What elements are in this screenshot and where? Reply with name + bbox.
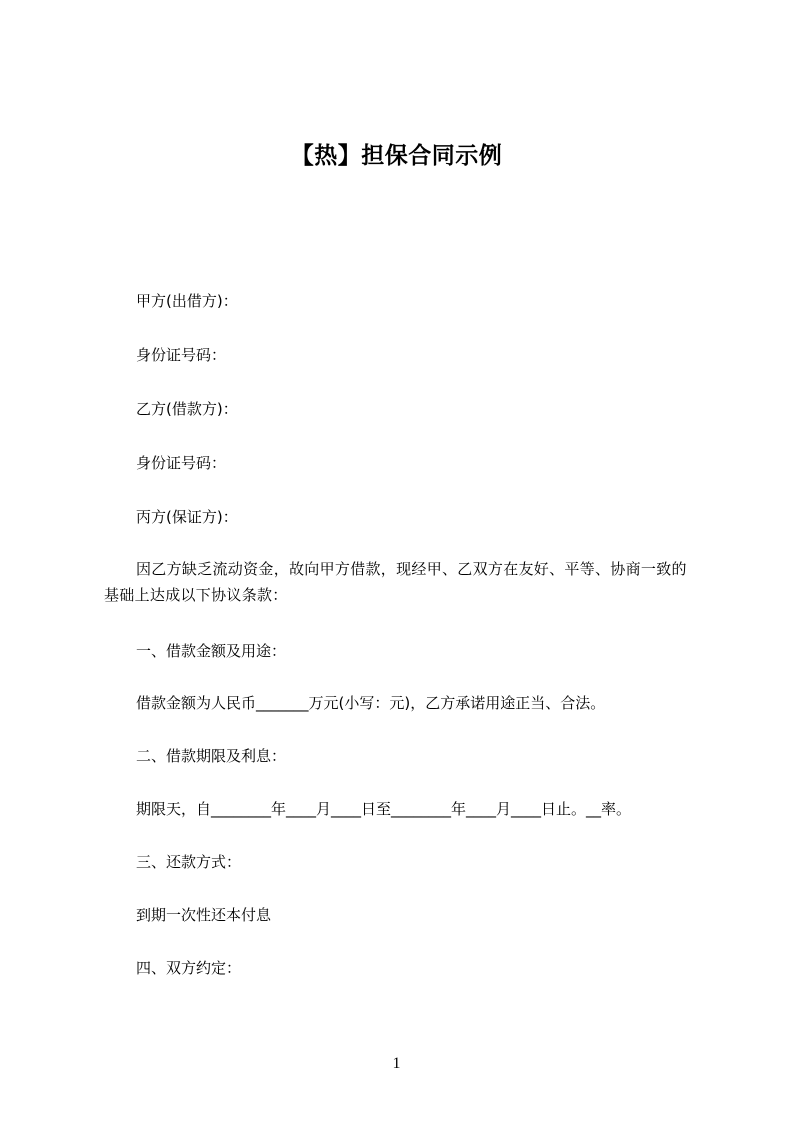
loan-term-clause: 期限天，自________年____月____日至________年____月____日止。__率。: [136, 800, 632, 818]
preamble-paragraph: 因乙方缺乏流动资金，故向甲方借款，现经甲、乙双方在友好、平等、协商一致的基础上达成以下协议条款：: [104, 560, 687, 604]
loan-amount-clause: 借款金额为人民币_______万元(小写：元)，乙方承诺用途正当、合法。: [136, 694, 606, 712]
section-4-heading: 四、双方约定：: [136, 959, 242, 977]
page-number: 1: [392, 1055, 401, 1072]
party-b-id-label: 身份证号码：: [136, 454, 227, 472]
party-b-label: 乙方(借款方)：: [136, 400, 238, 418]
party-c-label: 丙方(保证方)：: [136, 508, 238, 526]
party-a-label: 甲方(出借方)：: [136, 292, 238, 310]
party-a-id-label: 身份证号码：: [136, 346, 227, 364]
document-title: 【热】担保合同示例: [290, 143, 503, 169]
section-1-heading: 一、借款金额及用途：: [136, 642, 287, 660]
repayment-clause: 到期一次性还本付息: [136, 906, 272, 924]
section-2-heading: 二、借款期限及利息：: [136, 747, 287, 765]
section-3-heading: 三、还款方式：: [136, 853, 242, 871]
